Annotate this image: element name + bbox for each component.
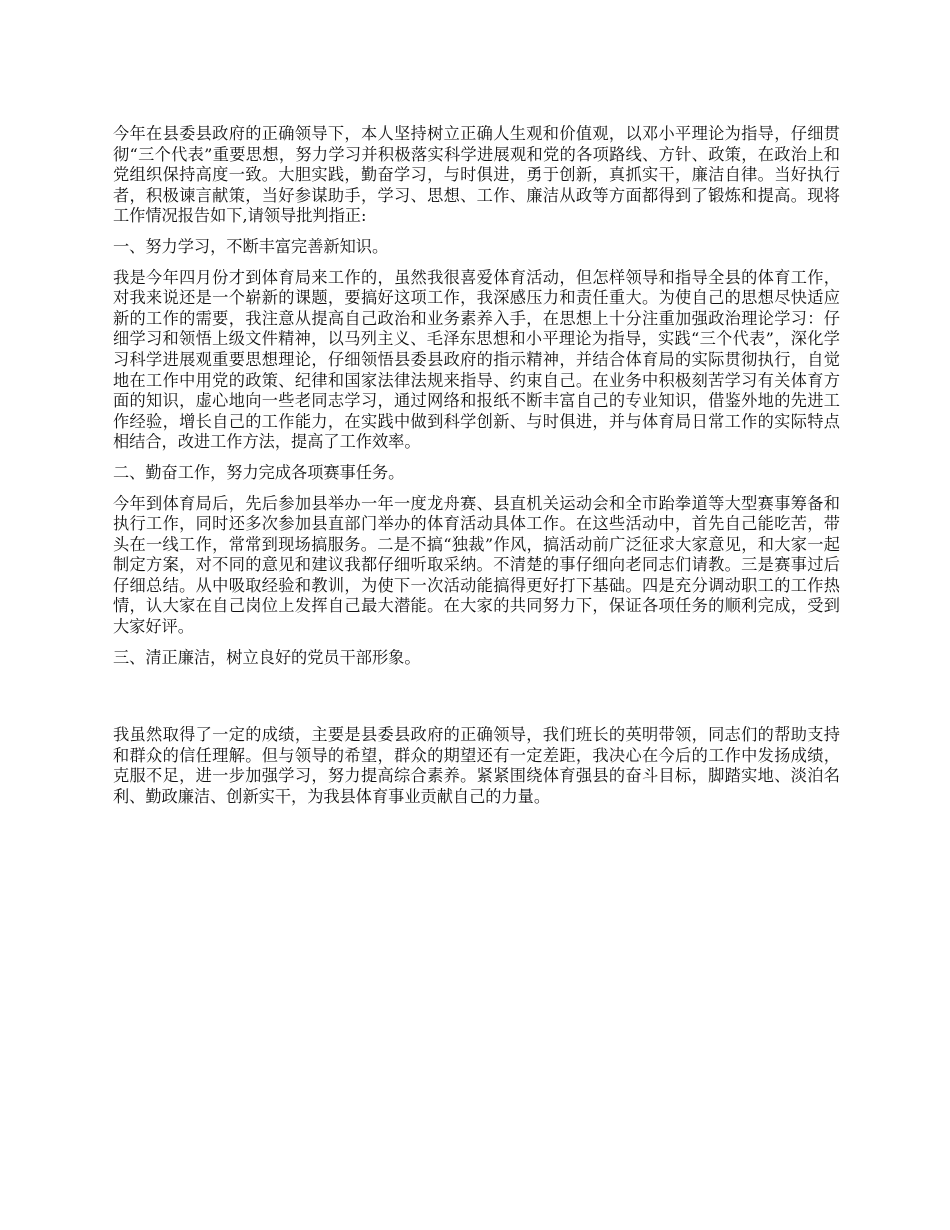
section-body-study: 我是今年四月份才到体育局来工作的，虽然我很喜爱体育活动，但怎样领导和指导全县的体育工作，对我来说还是一个崭新的课题，要搞好这项工作，我深感压力和责任重大。为使自己的思想尽快适应新的工作的需要，我注意从提高自己政治和业务素养入手，在思想上十分注重加强政治理论学习：仔细学习和领悟上级文件精神，以马列主义、毛泽东思想和小平理论为指导，实践“三个代表”，深化学习科学进展观重要思想理论，仔细领悟县委县政府的指示精神，并结合体育局的实际贯彻执行，自觉地在工作中用党的政策、纪律和国家法律法规来指导、约束自己。在业务中积极刻苦学习有关体育方面的知识，虚心地向一些老同志学习，通过网络和报纸不断丰富自己的专业知识，借鉴外地的先进工作经验，增长自己的工作能力，在实践中做到科学创新、与时俱进，并与体育局日常工作的实际特点相结合，改进工作方法，提高了工作效率。 xyxy=(113,267,840,452)
section-body-work: 今年到体育局后，先后参加县举办一年一度龙舟赛、县直机关运动会和全市跆拳道等大型赛事筹备和执行工作，同时还多次参加县直部门举办的体育活动具体工作。在这些活动中，首先自己能吃苦，带头在一线工作，常常到现场搞服务。二是不搞“独裁”作风，搞活动前广泛征求大家意见，和大家一起制定方案，对不同的意见和建议我都仔细听取采纳。不清楚的事仔细向老同志们请教。三是赛事过后仔细总结。从中吸取经验和教训，为使下一次活动能搞得更好打下基础。四是充分调动职工的工作热情，认大家在自己岗位上发挥自己最大潜能。在大家的共同努力下，保证各项任务的顺利完成，受到大家好评。 xyxy=(113,493,840,637)
conclusion-paragraph: 我虽然取得了一定的成绩，主要是县委县政府的正确领导，我们班长的英明带领，同志们的帮助支持和群众的信任理解。但与领导的希望，群众的期望还有一定差距，我决心在今后的工作中发扬成绩，克服不足，进一步加强学习，努力提高综合素养。紧紧围绕体育强县的奋斗目标，脚踏实地、淡泊名利、勤政廉洁、创新实干，为我县体育事业贡献自己的力量。 xyxy=(113,725,840,807)
section-heading-integrity: 三、清正廉洁，树立良好的党员干部形象。 xyxy=(113,647,421,667)
intro-paragraph: 今年在县委县政府的正确领导下，本人坚持树立正确人生观和价值观，以邓小平理论为指导，仔细贯彻“三个代表”重要思想，努力学习并积极落实科学进展观和党的各项路线、方针、政策，在政治上和党组织保持高度一致。大胆实践，勤奋学习，与时俱进，勇于创新，真抓实干，廉洁自律。当好执行者，积极谏言献策，当好参谋助手，学习、思想、工作、廉洁从政等方面都得到了锻炼和提高。现将工作情况报告如下,请领导批判指正: xyxy=(113,124,840,226)
section-heading-study: 一、努力学习，不断丰富完善新知识。 xyxy=(113,236,389,256)
document-page xyxy=(113,124,840,818)
section-heading-work: 二、勤奋工作，努力完成各项赛事任务。 xyxy=(113,462,405,482)
section-body-integrity-empty xyxy=(113,678,840,725)
